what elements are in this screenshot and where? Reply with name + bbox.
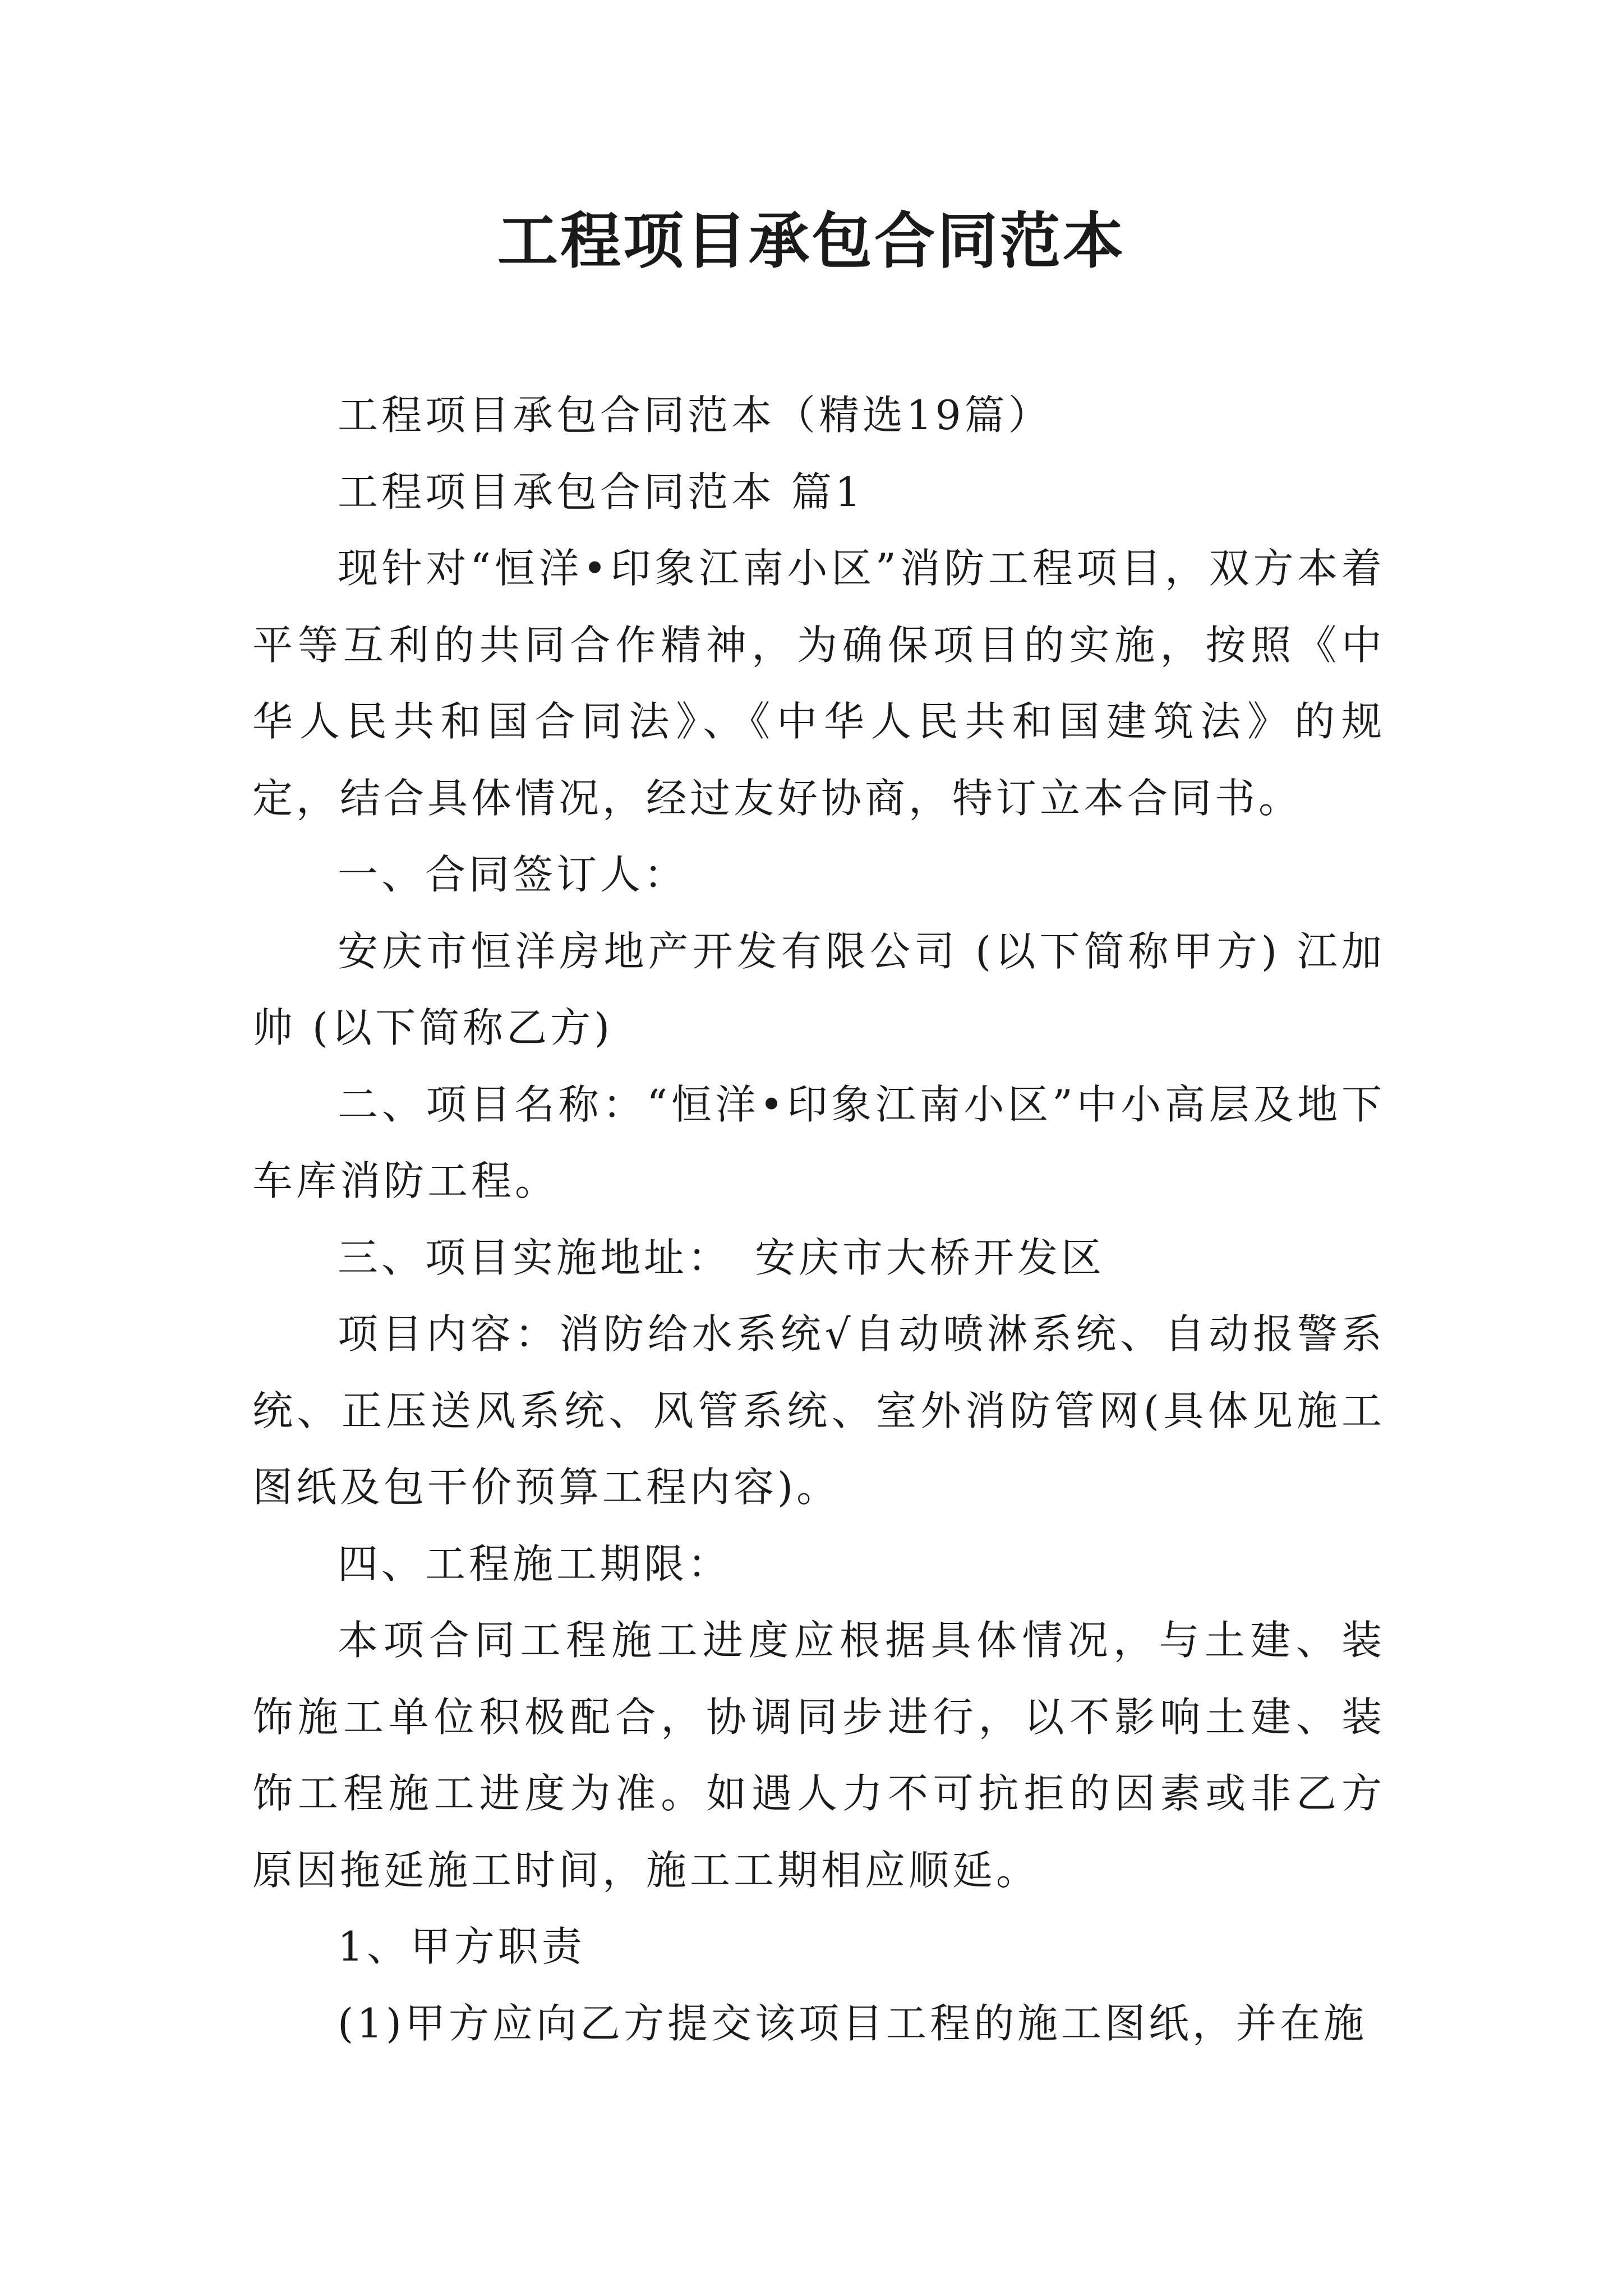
paragraph-preamble: 现针对“恒洋•印象江南小区”消防工程项目，双方本着平等互利的共同合作精神，为确保项目的实施，按照《中华人民共和国合同法》、《中华人民共和国建筑法》的规定，结合具体情况，经过友好协商，特订立本合同书。: [252, 545, 1385, 822]
paragraph-schedule: 本项合同工程施工进度应根据具体情况，与土建、装饰施工单位积极配合，协调同步进行，以不影响土建、装饰工程施工进度为准。如遇人力不可抗拒的因素或非乙方原因拖延施工时间，施工工期相应顺延。: [252, 1617, 1385, 1894]
paragraph-project-content: 项目内容：消防给水系统√自动喷淋系统、自动报警系统、正压送风系统、风管系统、室外消防管网(具体见施工图纸及包干价预算工程内容)。: [252, 1310, 1385, 1511]
paragraph-schedule-heading: 四、工程施工期限：: [338, 1540, 732, 1588]
document-body: [252, 377, 1385, 2062]
document-title: 工程项目承包合同范本: [497, 206, 1126, 277]
paragraph-collection-title: 工程项目承包合同范本（精选19篇）: [338, 392, 1052, 439]
paragraph-signatories: 安庆市恒洋房地产开发有限公司 (以下简称甲方) 江加帅 (以下简称乙方): [252, 927, 1385, 1051]
paragraph-party-a-duty-1: (1)甲方应向乙方提交该项目工程的施工图纸，并在施: [338, 1999, 1367, 2047]
paragraph-signatories-heading: 一、合同签订人：: [338, 851, 688, 898]
paragraph-party-a-duties-heading: 1、甲方职责: [338, 1923, 585, 1970]
paragraph-section-heading: 工程项目承包合同范本 篇1: [338, 468, 864, 516]
paragraph-project-address: 三、项目实施地址： 安庆市大桥开发区: [338, 1234, 1105, 1281]
paragraph-project-name: 二、项目名称：“恒洋•印象江南小区”中小高层及地下车库消防工程。: [252, 1080, 1385, 1204]
